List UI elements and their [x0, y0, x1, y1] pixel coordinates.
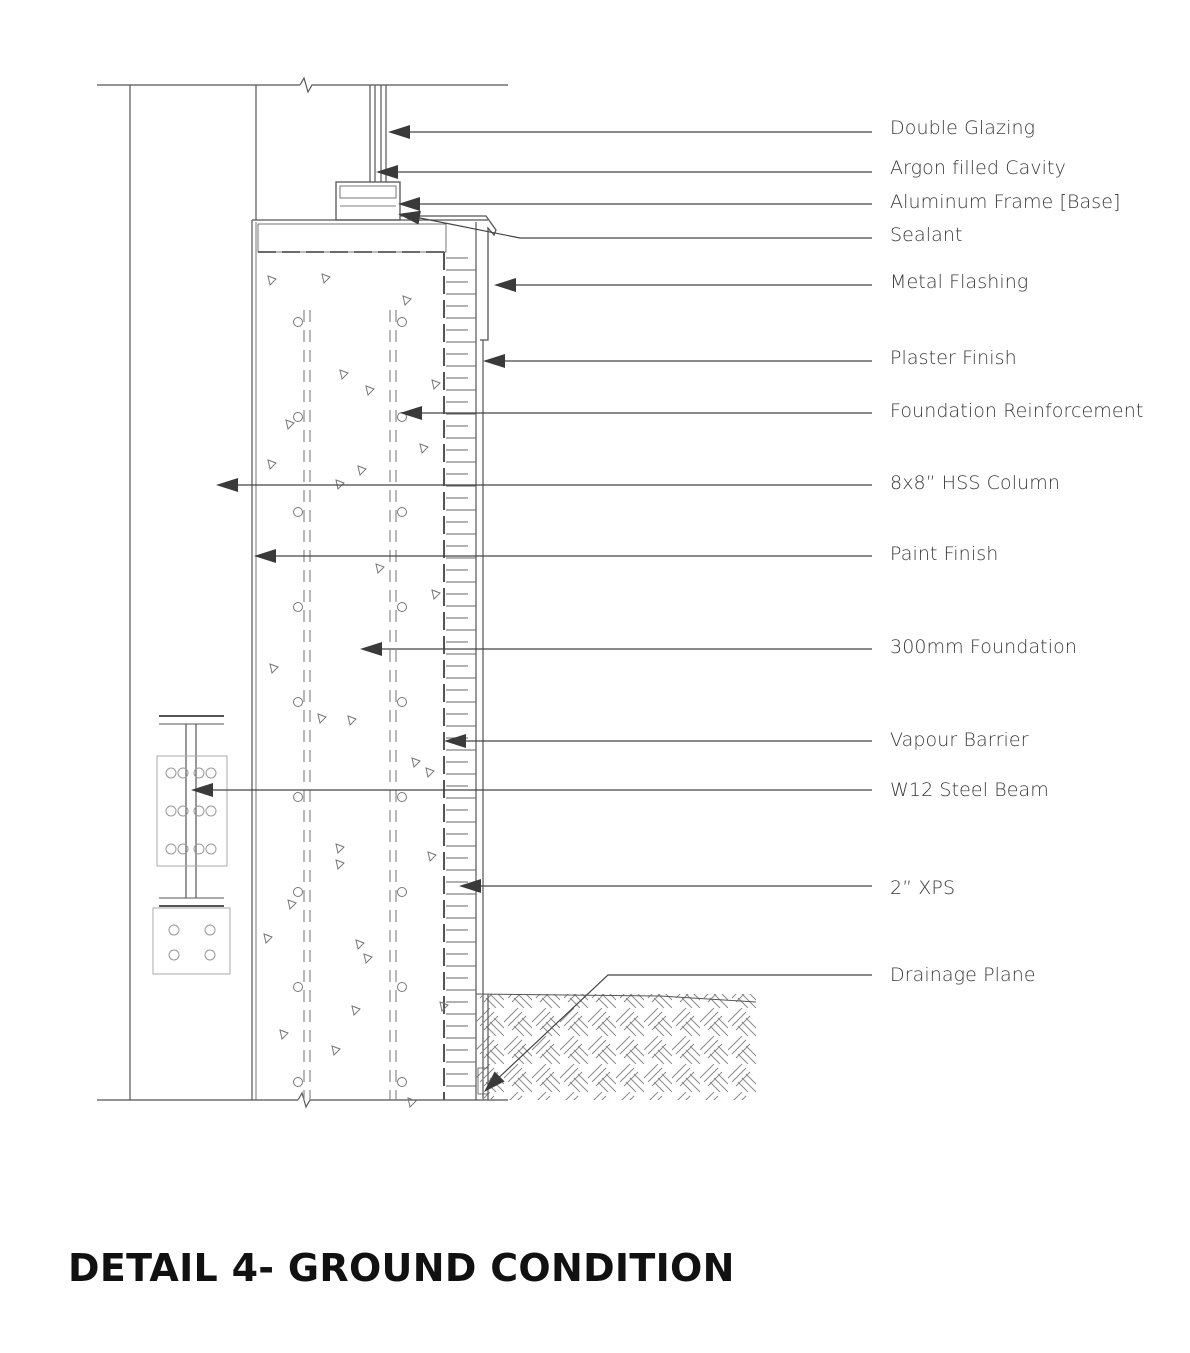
rebar-circle	[398, 983, 407, 992]
callout-leaders	[191, 125, 872, 1092]
rebar-circle	[294, 698, 303, 707]
metal-flashing-arrow	[494, 278, 516, 292]
aggregate-mark	[264, 934, 272, 943]
rebar-circle	[398, 318, 407, 327]
w12-steel-beam-shape	[153, 716, 230, 974]
rebar-circle	[294, 413, 303, 422]
wall-cap-block	[258, 224, 446, 252]
foundation-reinforcement-arrow	[400, 406, 422, 420]
bolt	[205, 925, 215, 935]
aggregate-mark	[318, 714, 326, 723]
aggregate-mark	[366, 386, 374, 395]
metal-flashing-shape	[400, 216, 496, 340]
plaster-finish-arrow	[483, 354, 505, 368]
top-break-symbol	[300, 78, 508, 92]
xps-2in-arrow	[459, 879, 481, 893]
bolt	[169, 925, 179, 935]
callout-label-xps-2in: 2” XPS	[890, 877, 956, 899]
aggregate-mark	[358, 466, 366, 475]
paint-finish-arrow	[254, 549, 276, 563]
callout-label-foundation-reinforcement: Foundation Reinforcement	[890, 400, 1144, 422]
aggregate-mark	[286, 420, 294, 429]
aggregate-mark	[332, 1046, 340, 1055]
callout-label-foundation-300mm: 300mm Foundation	[890, 636, 1077, 658]
w12-steel-beam-arrow	[191, 783, 213, 797]
rebar-circle	[398, 508, 407, 517]
aggregate-mark	[270, 664, 278, 673]
callout-label-paint-finish: Paint Finish	[890, 543, 999, 565]
sealant-leader-line	[410, 216, 872, 238]
aggregate-mark	[336, 860, 344, 869]
aggregate-mark	[364, 954, 372, 963]
callout-label-vapour-barrier: Vapour Barrier	[890, 729, 1029, 751]
sealant-arrow	[398, 211, 421, 225]
aggregate-mark	[408, 1098, 416, 1107]
callout-label-drainage-plane: Drainage Plane	[890, 964, 1036, 986]
hss-column-arrow	[216, 478, 238, 492]
bolt	[166, 806, 176, 816]
rebar-circle	[294, 793, 303, 802]
rebar-circle	[294, 508, 303, 517]
callout-label-argon-filled-cavity: Argon filled Cavity	[890, 157, 1066, 179]
aggregate-mark	[352, 1006, 360, 1015]
aggregate-mark	[268, 460, 276, 469]
bolt	[166, 844, 176, 854]
earth-hatch	[476, 994, 756, 1100]
aggregate-mark	[376, 564, 384, 573]
aluminum-frame-base-arrow	[398, 197, 420, 211]
xps-ticks	[446, 258, 476, 1086]
rebar-circle	[294, 318, 303, 327]
concrete-aggregate	[264, 274, 448, 1107]
vapour-barrier-arrow	[444, 734, 466, 748]
foundation-300mm-arrow	[360, 642, 382, 656]
aggregate-mark	[268, 276, 276, 285]
aggregate-mark	[288, 900, 296, 909]
rebar-circle	[398, 698, 407, 707]
bolt	[206, 806, 216, 816]
callout-label-hss-column: 8x8” HSS Column	[890, 472, 1061, 494]
callout-label-metal-flashing: Metal Flashing	[890, 271, 1029, 293]
bolt	[206, 844, 216, 854]
aggregate-mark	[322, 274, 330, 283]
aluminum-frame-shape	[336, 182, 400, 220]
bolt	[169, 950, 179, 960]
callout-label-w12-steel-beam: W12 Steel Beam	[890, 779, 1049, 801]
aggregate-mark	[412, 758, 420, 767]
aggregate-mark	[432, 590, 440, 599]
rebar-circle	[398, 888, 407, 897]
aggregate-mark	[428, 852, 436, 861]
bolt	[166, 768, 176, 778]
aggregate-mark	[426, 768, 434, 777]
aggregate-mark	[348, 716, 356, 725]
rebar-circle	[294, 1078, 303, 1087]
rebar-circle	[398, 603, 407, 612]
callout-label-double-glazing: Double Glazing	[890, 117, 1036, 139]
argon-filled-cavity-arrow	[376, 165, 398, 179]
aggregate-mark	[432, 380, 440, 389]
bolt	[206, 768, 216, 778]
aggregate-mark	[280, 1030, 288, 1039]
aggregate-mark	[403, 296, 411, 305]
detail-title: DETAIL 4- GROUND CONDITION	[68, 1246, 735, 1290]
rebar-circle	[398, 793, 407, 802]
double-glazing-arrow	[388, 125, 410, 139]
rebar-circle	[294, 983, 303, 992]
callout-label-aluminum-frame-base: Aluminum Frame [Base]	[890, 191, 1121, 213]
rebar-circle	[294, 603, 303, 612]
beam-bolts	[166, 768, 216, 960]
wall-section	[97, 78, 756, 1107]
callout-label-plaster-finish: Plaster Finish	[890, 347, 1017, 369]
rebar-circle	[398, 1078, 407, 1087]
aggregate-mark	[356, 940, 364, 949]
callout-label-sealant: Sealant	[890, 224, 963, 246]
aggregate-mark	[340, 370, 348, 379]
aggregate-mark	[420, 444, 428, 453]
bolt	[205, 950, 215, 960]
aggregate-mark	[336, 844, 344, 853]
rebar-circle	[294, 888, 303, 897]
